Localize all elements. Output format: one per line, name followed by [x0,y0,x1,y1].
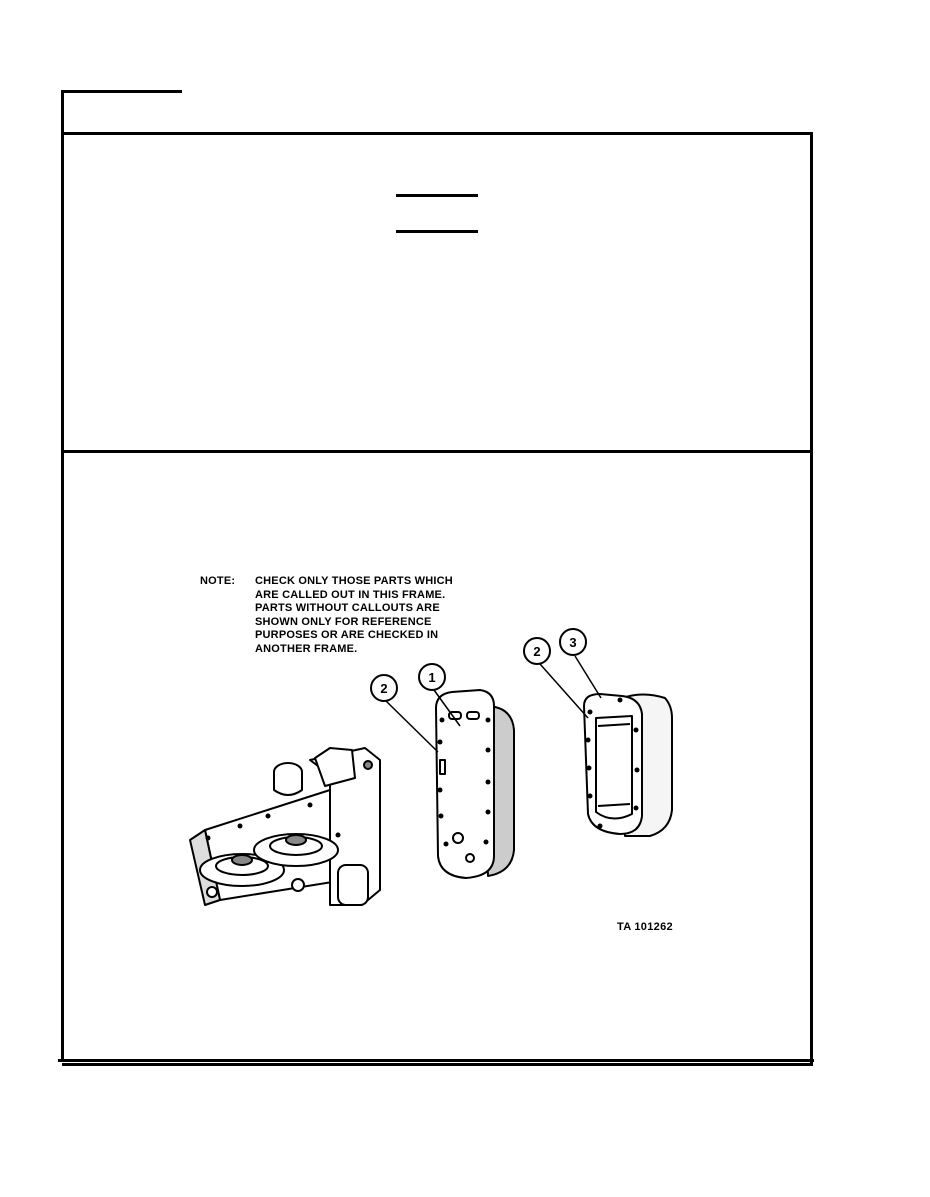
callout-1-label: 1 [428,670,436,685]
note-text: CHECK ONLY THOSE PARTS WHICH ARE CALLED OUT IN THIS FRAME. PARTS WITHOUT CALLOUTS ARE SHOWN ONLY FOR REFERENCE PURPOSES OR ARE CHECKED IN ANOTHER FRAME. [255,575,453,655]
callout-3-label: 3 [569,635,577,650]
callout-3-circle [560,629,586,655]
callout-1-circle [419,664,445,690]
part-3-cover-drawing [584,694,672,836]
figure-number: TA 101262 [617,921,673,933]
callout-2-circle-right [524,638,550,664]
note-label: NOTE: [200,575,236,587]
callout-2-circle-left [371,675,397,701]
part-1-plate-drawing [436,690,514,878]
callout-2-label-right: 2 [533,644,541,659]
housing-assembly-drawing [190,748,380,905]
callout-2-label-left: 2 [380,681,388,696]
